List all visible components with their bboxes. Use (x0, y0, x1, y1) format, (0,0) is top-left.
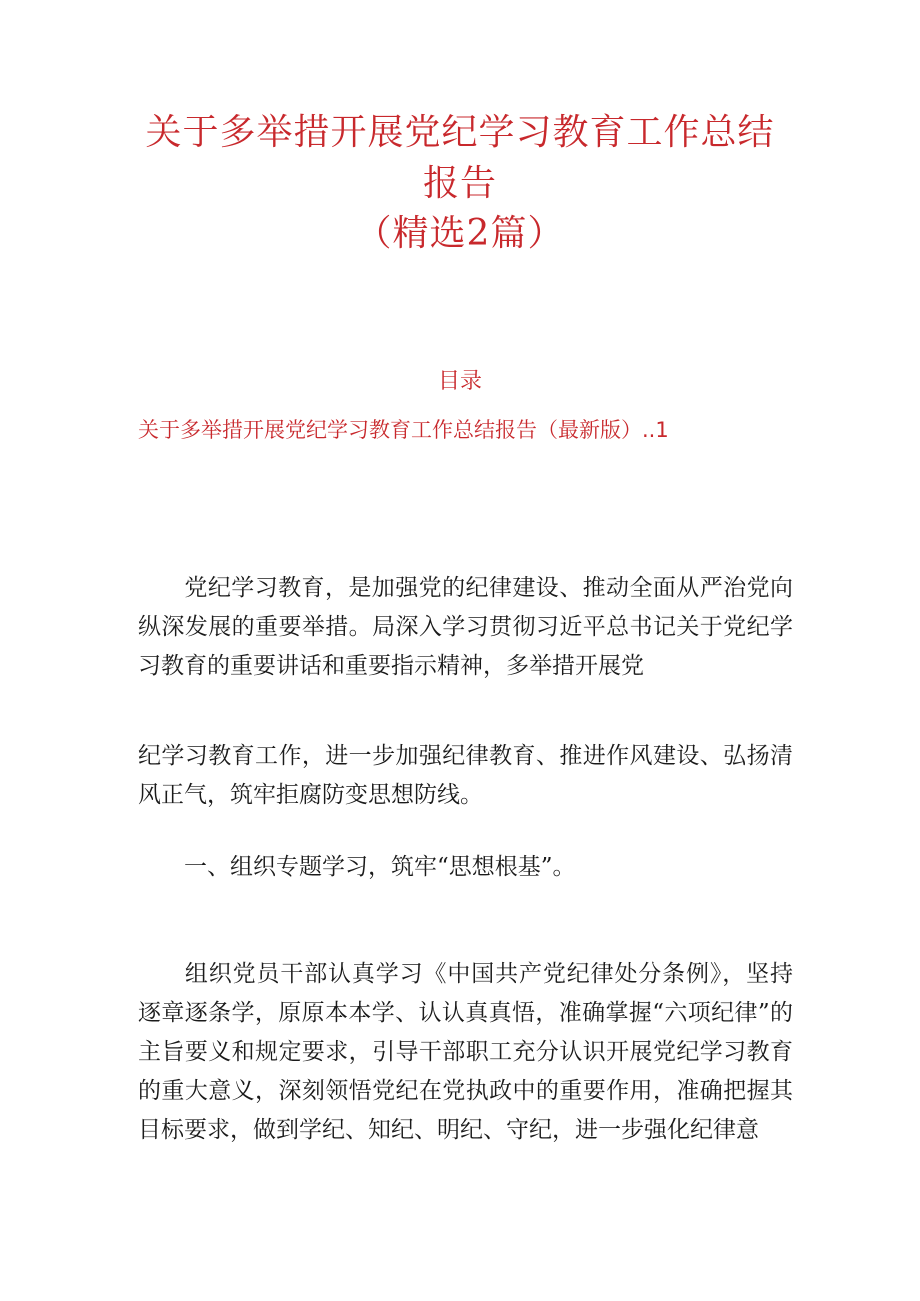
document-title-subtitle: （精选2篇） (355, 213, 565, 254)
body-paragraph (138, 955, 793, 1150)
toc-heading: 目录 (437, 369, 482, 394)
section-heading (138, 848, 793, 887)
document-title-line1: 关于多举措开展党纪学习教育工作总结 (145, 112, 775, 153)
paragraph-text: 纪学习教育工作，进一步加强纪律教育、推进作风建设、弘扬清风正气，筑牢拒腐防变思想防线。 (138, 743, 793, 808)
toc-item-link[interactable]: 关于多举措开展党纪学习教育工作总结报告（最新版）..1 (138, 418, 669, 442)
body-paragraph (138, 569, 793, 686)
paragraph-text: 组织党员干部认真学习《中国共产党纪律处分条例》，坚持逐章逐条学，原原本本学、认认真真悟，准确掌握“六项纪律”的主旨要义和规定要求，引导干部职工充分认识开展党纪学习教育的重大意义，深刻领悟党纪在党执政中的重要作用，准确把握其目标要求，做到学纪、知纪、明纪、守纪，进一步强化纪律意 (138, 961, 793, 1143)
document-title-line2: 报告 (422, 163, 497, 204)
paragraph-text: 党纪学习教育，是加强党的纪律建设、推动全面从严治党向纵深发展的重要举措。局深入学习贯彻习近平总书记关于党纪学习教育的重要讲话和重要指示精神，多举措开展党 (138, 575, 793, 679)
body-paragraph (138, 737, 793, 815)
section-heading-text: 一、组织专题学习，筑牢“思想根基”。 (184, 854, 576, 880)
